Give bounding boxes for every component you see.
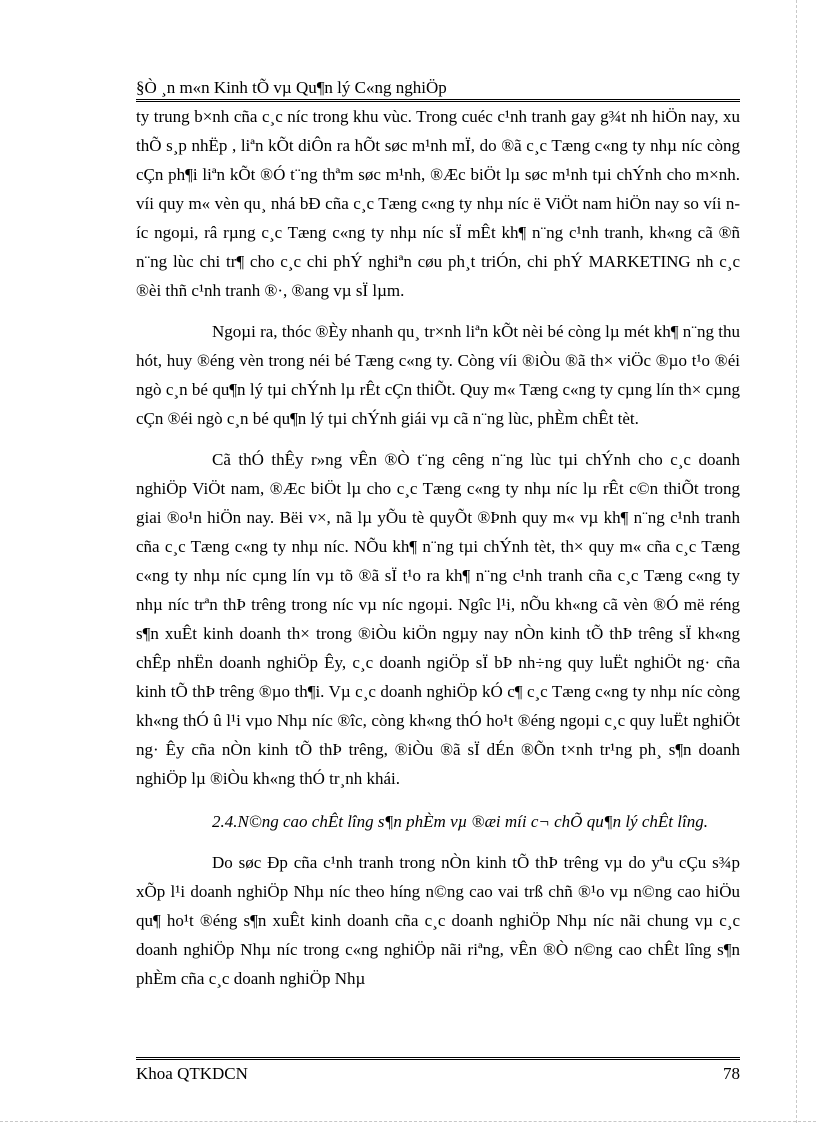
paragraph-4: Do søc Ðp cña c¹nh tranh trong nÒn kinh tÕ thÞ trêng vµ do yªu cÇu s¾p xÕp l¹i doanh nghiÖp Nhµ níc theo híng n©ng cao vai trß chñ ®¹o vµ n©ng cao hiÖu qu¶ ho¹t ®éng s¶n xuÊt kinh doanh cña c¸c doanh nghiÖp Nhµ níc nãi chung vµ c¸c doanh nghiÖp Nhµ níc trong c«ng nghiÖp nãi riªng, vÊn ®Ò n©ng cao chÊt lîng s¶n phÈm cña c¸c doanh nghiÖp Nhµ	[136, 853, 740, 988]
page-number: 78	[723, 1064, 740, 1083]
page-body	[136, 102, 740, 993]
section-heading: 2.4.N©ng cao chÊt lîng s¶n phÈm vµ ®æi míi c¬ chÕ qu¶n lý chÊt lîng.	[212, 812, 708, 831]
paragraph-2: Ngoµi ra, thóc ®Èy nhanh qu¸ tr×nh liªn kÕt nèi bé còng lµ mét kh¶ n¨ng thu hót, huy ®éng vèn trong néi bé Tæng c«ng ty. Còng víi ®iÒu ®ã th× viÖc ®µo t¹o ®éi ngò c¸n bé qu¶n lý tµi chÝnh lµ rÊt cÇn thiÕt. Quy m« Tæng c«ng ty cµng lín th× cµng cÇn ®éi ngò c¸n bé qu¶n lý tµi chÝnh giái vµ cã n¨ng lùc, phÈm chÊt tèt.	[136, 322, 740, 428]
page-footer	[136, 1063, 740, 1085]
paragraph-1: ty trung b×nh cña c¸c níc trong khu vùc. Trong cuéc c¹nh tranh gay g¾t nh hiÖn nay, xu thÕ s¸p nhËp , liªn kÕt diÔn ra hÕt søc m¹nh mÏ, do ®ã c¸c Tæng c«ng ty nhµ níc còng cÇn ph¶i liªn kÕt ®Ó t¨ng thªm søc m¹nh, ®Æc biÖt lµ søc m¹nh tµi chÝnh cho m×nh. víi quy m« vèn qu¸ nhá bÐ cña c¸c Tæng c«ng ty nhµ níc ë ViÖt nam hiÖn nay so víi níc ngoµi, râ rµng c¸c Tæng c«ng ty nhµ níc sÏ mÊt kh¶ n¨ng c¹nh tranh, kh«ng cã ®ñ n¨ng lùc chi tr¶ cho c¸c chi phÝ nghiªn cøu ph¸t triÓn, chi phÝ MARKETING nh c¸c ®èi thñ c¹nh tranh ®·, ®ang vµ sÏ lµm.	[136, 107, 740, 300]
page-edge-right	[796, 0, 797, 1123]
footer-rule	[136, 1057, 740, 1060]
running-header: §Ò ¸n m«n Kinh tÕ vµ Qu¶n lý C«ng nghiÖp	[136, 78, 447, 97]
paragraph-3: Cã thÓ thÊy r»ng vÊn ®Ò t¨ng cêng n¨ng lùc tµi chÝnh cho c¸c doanh nghiÖp ViÖt nam, ®Æc biÖt lµ cho c¸c Tæng c«ng ty nhµ níc lµ rÊt c©n thiÕt trong giai ®o¹n hiÖn nay. Bëi v×, nã lµ yÕu tè quyÕt ®Þnh quy m« vµ kh¶ n¨ng c¹nh tranh cña c¸c Tæng c«ng ty nhµ níc. NÕu kh¶ n¨ng tµi chÝnh tèt, th× quy m« cña c¸c Tæng c«ng ty nhµ níc cµng lín vµ tõ ®ã sÏ t¹o ra kh¶ n¨ng c¹nh tranh cña c¸c Tæng c«ng ty nhµ níc trªn thÞ trêng trong níc vµ níc ngoµi. Ngîc l¹i, nÕu kh«ng cã vèn ®Ó më réng s¶n xuÊt kinh doanh th× trong ®iÒu kiÖn ngµy nay nÒn kinh tÕ thÞ trêng sÏ kh«ng chÊp nhËn doanh nghiÖp Êy, c¸c doanh ngiÖp sÏ bÞ nh÷ng quy luËt nghiÖt ng· cña kinh tÕ thÞ trêng ®µo th¶i. Vµ c¸c doanh nghiÖp kÓ c¶ c¸c Tæng c«ng ty nhµ níc còng kh«ng thÓ û l¹i vµo Nhµ níc ®îc, còng kh«ng thÓ ho¹t ®éng ngoµi c¸c quy luËt nghiÖt ng· Êy cña nÒn kinh tÕ thÞ trêng, ®iÒu ®ã sÏ dÉn ®Õn t×nh tr¹ng ph¸ s¶n doanh nghiÖp lµ ®iÒu kh«ng thÓ tr¸nh khái.	[136, 450, 740, 788]
footer-department: Khoa QTKDCN	[136, 1064, 248, 1083]
page-edge-bottom	[0, 1121, 816, 1122]
